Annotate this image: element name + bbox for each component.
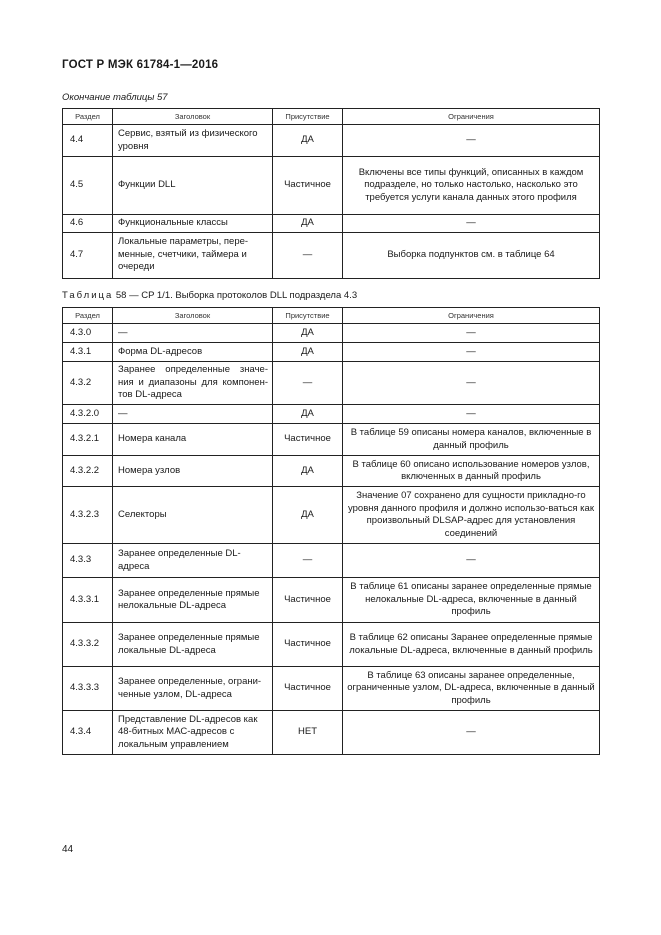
cell-title: Заранее определенные прямые нелокальные DL-адреса bbox=[113, 578, 273, 623]
cell-limits: — bbox=[343, 362, 600, 405]
cell-section: 4.7 bbox=[63, 232, 113, 278]
table-row bbox=[63, 232, 600, 278]
table-row bbox=[63, 362, 600, 405]
table-row bbox=[63, 424, 600, 456]
cell-title: Локальные параметры, пере-менные, счетчики, таймера и очереди bbox=[113, 232, 273, 278]
cell-title: Заранее определенные, ограни-ченные узлом, DL-адреса bbox=[113, 667, 273, 711]
cell-title: Заранее определенные прямые локальные DL-адреса bbox=[113, 623, 273, 667]
table-row bbox=[63, 343, 600, 362]
cell-section: 4.5 bbox=[63, 157, 113, 215]
cell-limits: В таблице 61 описаны заранее определенные прямые нелокальные DL-адреса, включенные в данный профиль bbox=[343, 578, 600, 623]
cell-title: Заранее определенные DL-адреса bbox=[113, 544, 273, 578]
cell-presence: ДА bbox=[273, 456, 343, 487]
cell-title: Селекторы bbox=[113, 487, 273, 544]
table-header-row bbox=[63, 109, 600, 125]
table-row bbox=[63, 667, 600, 711]
cell-limits: В таблице 59 описаны номера каналов, включенные в данный профиль bbox=[343, 424, 600, 456]
cell-title: Представление DL-адресов как 48-битных МАС-адресов с локальным управлением bbox=[113, 711, 273, 755]
cell-title: Форма DL-адресов bbox=[113, 343, 273, 362]
cell-section: 4.3.3.3 bbox=[63, 667, 113, 711]
cell-presence: — bbox=[273, 232, 343, 278]
cell-section: 4.3.3.2 bbox=[63, 623, 113, 667]
cell-limits: В таблице 62 описаны Заранее определенные прямые локальные DL-адреса, включенные в данный профиль bbox=[343, 623, 600, 667]
cell-section: 4.3.4 bbox=[63, 711, 113, 755]
cell-limits: В таблице 63 описаны заранее определенные, ограниченные узлом, DL-адреса, включенные в данный профиль bbox=[343, 667, 600, 711]
table-row bbox=[63, 405, 600, 424]
cell-title: Функции DLL bbox=[113, 157, 273, 215]
table-row bbox=[63, 578, 600, 623]
table-row bbox=[63, 324, 600, 343]
cell-title: — bbox=[113, 324, 273, 343]
page-number: 44 bbox=[62, 844, 74, 855]
table-row bbox=[63, 623, 600, 667]
cell-section: 4.3.3 bbox=[63, 544, 113, 578]
table-row bbox=[63, 711, 600, 755]
cell-title: Номера канала bbox=[113, 424, 273, 456]
cell-presence: ДА bbox=[273, 324, 343, 343]
cell-limits: — bbox=[343, 711, 600, 755]
cell-presence: Частичное bbox=[273, 157, 343, 215]
cell-presence: Частичное bbox=[273, 424, 343, 456]
table2-caption-text: 58 — CP 1/1. Выборка протоколов DLL подраздела 4.3 bbox=[113, 290, 358, 301]
table-row bbox=[63, 125, 600, 157]
cell-section: 4.3.2.0 bbox=[63, 405, 113, 424]
table-row bbox=[63, 544, 600, 578]
cell-limits: — bbox=[343, 343, 600, 362]
cell-section: 4.6 bbox=[63, 215, 113, 233]
column-header-presence: Присутствие bbox=[273, 109, 343, 125]
cell-presence: ДА bbox=[273, 125, 343, 157]
table-row bbox=[63, 215, 600, 233]
cell-section: 4.3.1 bbox=[63, 343, 113, 362]
cell-section: 4.3.3.1 bbox=[63, 578, 113, 623]
cell-limits: В таблице 60 описано использование номеров узлов, включенных в данный профиль bbox=[343, 456, 600, 487]
cell-section: 4.3.2.1 bbox=[63, 424, 113, 456]
table-58 bbox=[62, 307, 600, 755]
cell-presence: Частичное bbox=[273, 578, 343, 623]
cell-title: Сервис, взятый из физического уровня bbox=[113, 125, 273, 157]
column-header-section: Раздел bbox=[63, 109, 113, 125]
cell-title: — bbox=[113, 405, 273, 424]
cell-presence: Частичное bbox=[273, 667, 343, 711]
cell-title: Номера узлов bbox=[113, 456, 273, 487]
cell-presence: ДА bbox=[273, 215, 343, 233]
cell-limits: Значение 07 сохранено для сущности прикладно-го уровня данного профиля и должно использо-ваться как произвольный DLSAP-адрес для установления соединений bbox=[343, 487, 600, 544]
cell-presence: — bbox=[273, 362, 343, 405]
cell-presence: ДА bbox=[273, 343, 343, 362]
cell-presence: ДА bbox=[273, 487, 343, 544]
table2-caption-label: Таблица bbox=[62, 290, 114, 301]
cell-limits: — bbox=[343, 405, 600, 424]
column-header-title: Заголовок bbox=[113, 109, 273, 125]
column-header-limits: Ограничения bbox=[343, 109, 600, 125]
cell-presence: — bbox=[273, 544, 343, 578]
cell-limits: Включены все типы функций, описанных в каждом подразделе, но только настолько, насколько это требуется услуги канала данных этого профиля bbox=[343, 157, 600, 215]
column-header-presence: Присутствие bbox=[273, 308, 343, 324]
column-header-limits: Ограничения bbox=[343, 308, 600, 324]
column-header-title: Заголовок bbox=[113, 308, 273, 324]
table-row bbox=[63, 157, 600, 215]
cell-limits: — bbox=[343, 215, 600, 233]
table-57-end bbox=[62, 108, 600, 279]
cell-presence: Частичное bbox=[273, 623, 343, 667]
table-header-row bbox=[63, 308, 600, 324]
cell-presence: НЕТ bbox=[273, 711, 343, 755]
cell-section: 4.3.0 bbox=[63, 324, 113, 343]
table-row bbox=[63, 456, 600, 487]
cell-section: 4.3.2.2 bbox=[63, 456, 113, 487]
cell-section: 4.3.2.3 bbox=[63, 487, 113, 544]
cell-limits: — bbox=[343, 324, 600, 343]
cell-limits: — bbox=[343, 544, 600, 578]
document-header: ГОСТ Р МЭК 61784-1—2016 bbox=[62, 59, 219, 71]
table2-caption bbox=[62, 290, 357, 301]
column-header-section: Раздел bbox=[63, 308, 113, 324]
cell-title: Функциональные классы bbox=[113, 215, 273, 233]
cell-limits: Выборка подпунктов см. в таблице 64 bbox=[343, 232, 600, 278]
cell-presence: ДА bbox=[273, 405, 343, 424]
cell-section: 4.3.2 bbox=[63, 362, 113, 405]
table1-caption: Окончание таблицы 57 bbox=[62, 92, 168, 103]
cell-section: 4.4 bbox=[63, 125, 113, 157]
cell-title: Заранее определенные значе-ния и диапазоны для компонен-тов DL-адреса bbox=[113, 362, 273, 405]
table-row bbox=[63, 487, 600, 544]
cell-limits: — bbox=[343, 125, 600, 157]
